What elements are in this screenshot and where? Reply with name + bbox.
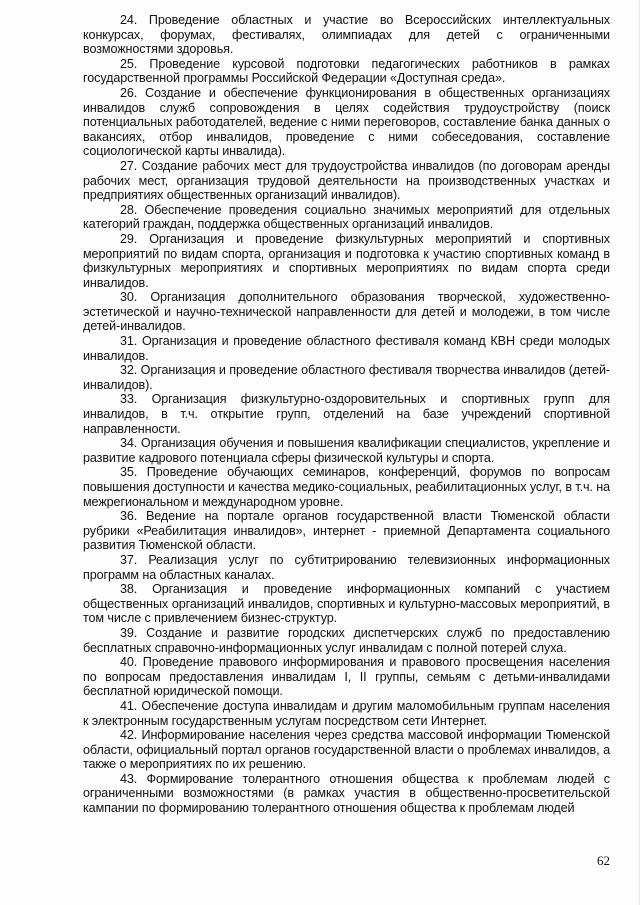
paragraph-item-38: 38. Организация и проведение информационных компаний с участием общественных организаций инвалидов, спортивных и культурно-массовых мероприятий, в том числе с привлечением бизнес-структур. — [83, 582, 610, 626]
paragraph-item-37: 37. Реализация услуг по субтитрированию телевизионных информационных программ на областных каналах. — [83, 552, 610, 582]
paragraph-item-43: 43. Формирование толерантного отношения общества к проблемам людей с ограниченными возможностями (в рамках участия в общественно-просветительской кампании по формированию толерантного отношения общества к проблемам людей — [83, 771, 610, 816]
paragraph-item-24: 24. Проведение областных и участие во Всероссийских интеллектуальных конкурсах, форумах, фестивалях, олимпиадах для детей с ограниченными возможностями здоровья. — [83, 13, 610, 57]
paragraph-item-26: 26. Создание и обеспечение функционирования в общественных организациях инвалидов служб сопровождения в целях содействия трудоустройству (поиск потенциальных работодателей, ведение с ними переговоров, составление банка данных о вакансиях, отбор инвалидов, проведение с ними собеседования, составление социологической карты инвалида). — [83, 85, 610, 159]
paragraph-item-25: 25. Проведение курсовой подготовки педагогических работников в рамках государственной программы Российской Федерации «Доступная среда». — [83, 56, 610, 86]
paragraph-item-33: 33. Организация физкультурно-оздоровительных и спортивных групп для инвалидов, в т.ч. открытие групп, отделений на базе учреждений спортивной направленности. — [83, 392, 610, 436]
paragraph-item-36: 36. Ведение на портале органов государственной власти Тюменской области рубрики «Реабилитация инвалидов», интернет - приемной Департамента социального развития Тюменской области. — [83, 509, 610, 553]
paragraph-item-29: 29. Организация и проведение физкультурных мероприятий и спортивных мероприятий по видам спорта, организация и подготовка к участию спортивных команд в физкультурных мероприятиях и спортивных мероприятиях по видам спорта среди инвалидов. — [83, 231, 610, 290]
paragraph-item-27: 27. Создание рабочих мест для трудоустройства инвалидов (по договорам аренды рабочих мест, организация трудовой деятельности на производственных участках и предприятиях общественных организаций инвалидов). — [83, 158, 610, 203]
paragraph-item-39: 39. Создание и развитие городских диспетчерских служб по предоставлению бесплатных справочно-информационных услуг инвалидам с полной потерей слуха. — [83, 625, 610, 655]
paragraph-item-34: 34. Организация обучения и повышения квалификации специалистов, укрепление и развитие кадрового потенциала сферы физической культуры и спорта. — [83, 436, 610, 465]
paragraph-item-35: 35. Проведение обучающих семинаров, конференций, форумов по вопросам повышения доступности и качества медико-социальных, реабилитационных услуг, в т.ч. на межрегиональном и международном уровне. — [83, 465, 610, 509]
paragraph-item-40: 40. Проведение правового информирования и правового просвещения населения по вопросам предоставления инвалидам I, II группы, семьям с детьми-инвалидами бесплатной юридической помощи. — [83, 655, 610, 699]
paragraph-item-32: 32. Организация и проведение областного фестиваля творчества инвалидов (детей-инвалидов). — [83, 363, 610, 392]
paragraph-item-30: 30. Организация дополнительного образования творческой, художественно-эстетической и научно-технической направленности для детей и молодежи, в том числе детей-инвалидов. — [83, 290, 610, 334]
paragraph-item-42: 42. Информирование населения через средства массовой информации Тюменской области, официальный портал органов государственной власти о проблемах инвалидов, а также о мероприятиях по их решению. — [83, 728, 610, 772]
paragraph-item-41: 41. Обеспечение доступа инвалидам и другим маломобильным группам населения к электронным государственным услугам посредством сети Интернет. — [83, 698, 610, 728]
paragraph-item-28: 28. Обеспечение проведения социально значимых мероприятий для отдельных категорий граждан, поддержка общественных организаций инвалидов. — [83, 202, 610, 232]
paragraph-list — [83, 13, 610, 816]
page-number: 62 — [597, 853, 610, 868]
paragraph-item-31: 31. Организация и проведение областного фестиваля команд КВН среди молодых инвалидов. — [83, 334, 610, 363]
